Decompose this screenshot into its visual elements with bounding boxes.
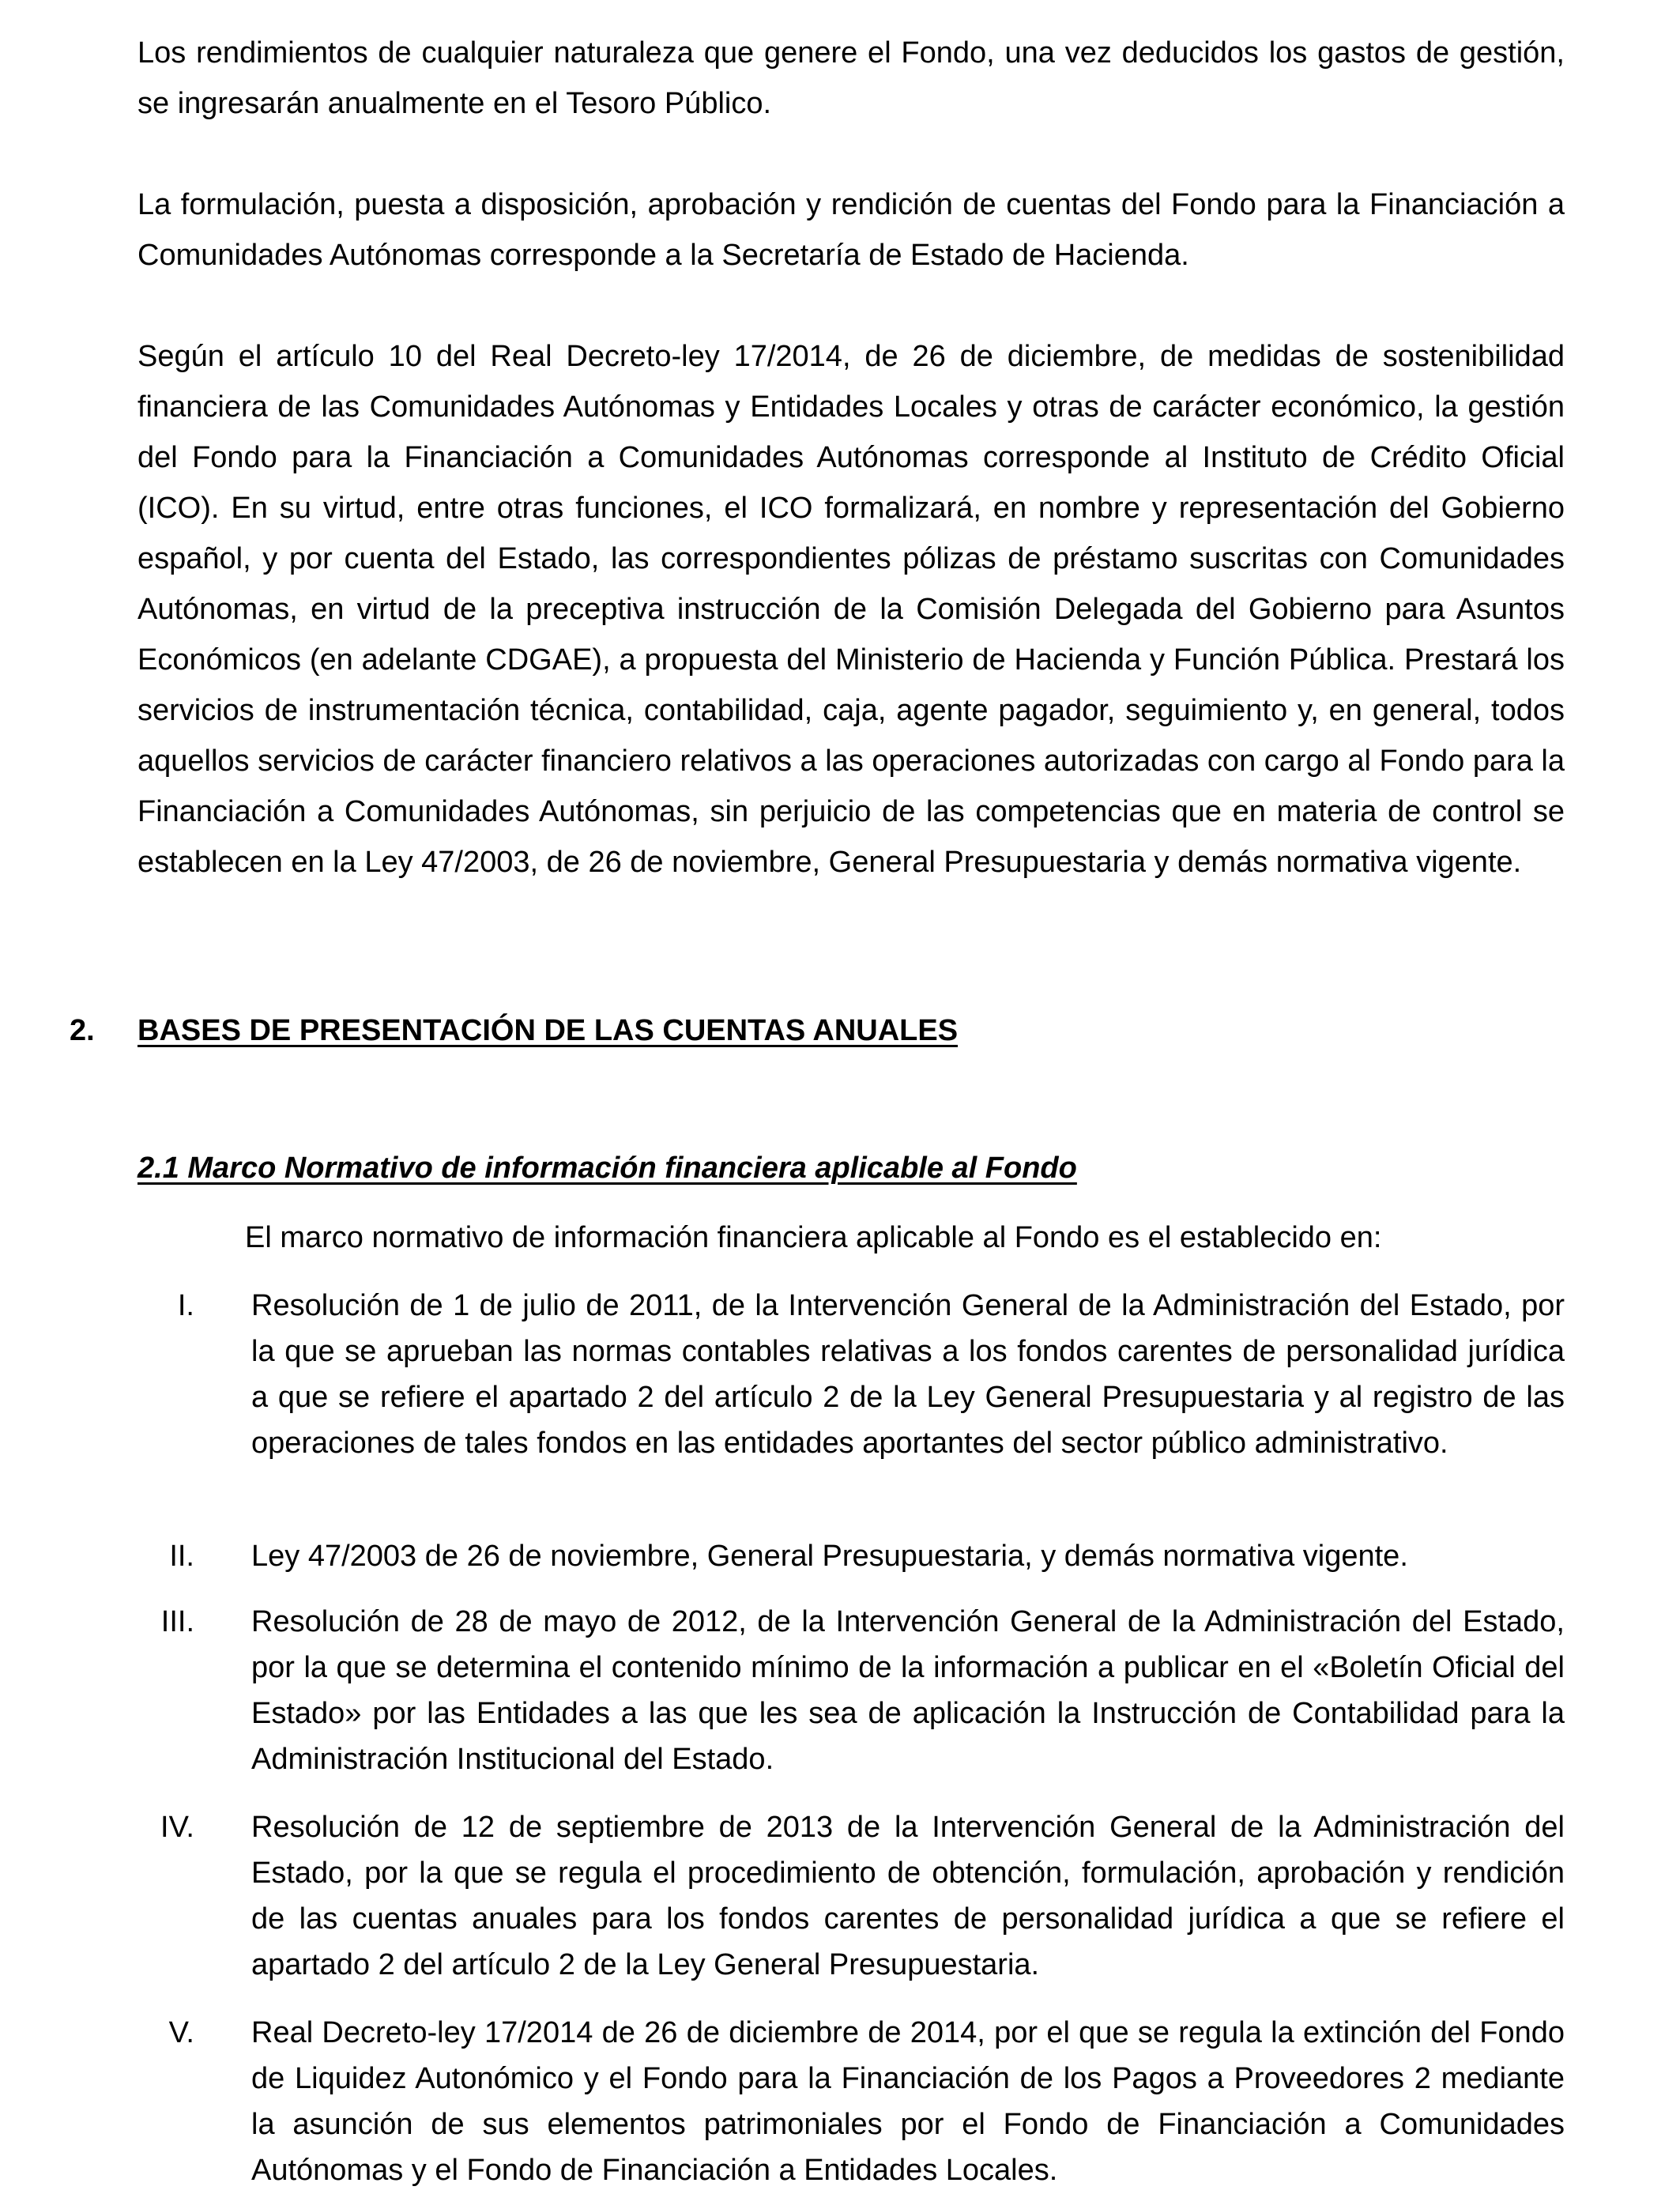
section-number: 2. (70, 1014, 95, 1047)
list-item-numeral: II. (169, 1540, 194, 1573)
list-item-numeral: IV. (160, 1811, 194, 1844)
list-item-text: Real Decreto-ley 17/2014 de 26 de diciembre de 2014, por el que se regula la extinción del Fondo de Liquidez Autonómico y el Fondo para la Financiación de los Pagos a Proveedores 2 mediante la asunción de sus elementos patrimoniales por el Fondo de Financiación a Comunidades Autónomas y el Fondo de Financiación a Entidades Locales. (251, 2016, 1565, 2187)
list-item-text: Resolución de 1 de julio de 2011, de la Intervención General de la Administración del Estado, por la que se aprueban las normas contables relativas a los fondos carentes de personalidad jurídica a que se refiere el apartado 2 del artículo 2 de la Ley General Presupuestaria y al registro de las operaciones de tales fondos en las entidades aportantes del sector público administrativo. (251, 1289, 1565, 1460)
paragraph-articulo-10: Según el artículo 10 del Real Decreto-ley 17/2014, de 26 de diciembre, de medidas de sostenibilidad financiera de las Comunidades Autónomas y Entidades Locales y otras de carácter económico, la gestión del Fondo para la Financiación a Comunidades Autónomas corresponde al Instituto de Crédito Oficial (ICO). En su virtud, entre otras funciones, el ICO formalizará, en nombre y representación del Gobierno español, y por cuenta del Estado, las correspondientes pólizas de préstamo suscritas con Comunidades Autónomas, en virtud de la preceptiva instrucción de la Comisión Delegada del Gobierno para Asuntos Económicos (en adelante CDGAE), a propuesta del Ministerio de Hacienda y Función Pública. Prestará los servicios de instrumentación técnica, contabilidad, caja, agente pagador, seguimiento y, en general, todos aquellos servicios de carácter financiero relativos a las operaciones autorizadas con cargo al Fondo para la Financiación a Comunidades Autónomas, sin perjuicio de las competencias que en materia de control se establecen en la Ley 47/2003, de 26 de noviembre, General Presupuestaria y demás normativa vigente. (137, 340, 1565, 879)
section-title: BASES DE PRESENTACIÓN DE LAS CUENTAS ANUALES (137, 1014, 959, 1047)
list-item-numeral: V. (168, 2016, 194, 2049)
list-item-numeral: III. (160, 1605, 194, 1638)
subsection-intro: El marco normativo de información financiera aplicable al Fondo es el establecido en: (245, 1221, 1382, 1254)
list-item-text: Resolución de 12 de septiembre de 2013 de la Intervención General de la Administración del Estado, por la que se regula el procedimiento de obtención, formulación, aprobación y rendición de las cuentas anuales para los fondos carentes de personalidad jurídica a que se refiere el apartado 2 del artículo 2 de la Ley General Presupuestaria. (251, 1811, 1565, 1981)
list-item-numeral: I. (177, 1289, 194, 1322)
paragraph-formulacion: La formulación, puesta a disposición, aprobación y rendición de cuentas del Fondo para la Financiación a Comunidades Autónomas corresponde a la Secretaría de Estado de Hacienda. (137, 188, 1565, 272)
list-item-text: Resolución de 28 de mayo de 2012, de la Intervención General de la Administración del Estado, por la que se determina el contenido mínimo de la información a publicar en el «Boletín Oficial del Estado» por las Entidades a las que les sea de aplicación la Instrucción de Contabilidad para la Administración Institucional del Estado. (251, 1605, 1565, 1776)
subsection-title: 2.1 Marco Normativo de información financiera aplicable al Fondo (137, 1152, 1077, 1185)
list-item-text: Ley 47/2003 de 26 de noviembre, General Presupuestaria, y demás normativa vigente. (251, 1540, 1408, 1573)
paragraph-rendimientos: Los rendimientos de cualquier naturaleza que genere el Fondo, una vez deducidos los gastos de gestión, se ingresarán anualmente en el Tesoro Público. (137, 36, 1565, 120)
